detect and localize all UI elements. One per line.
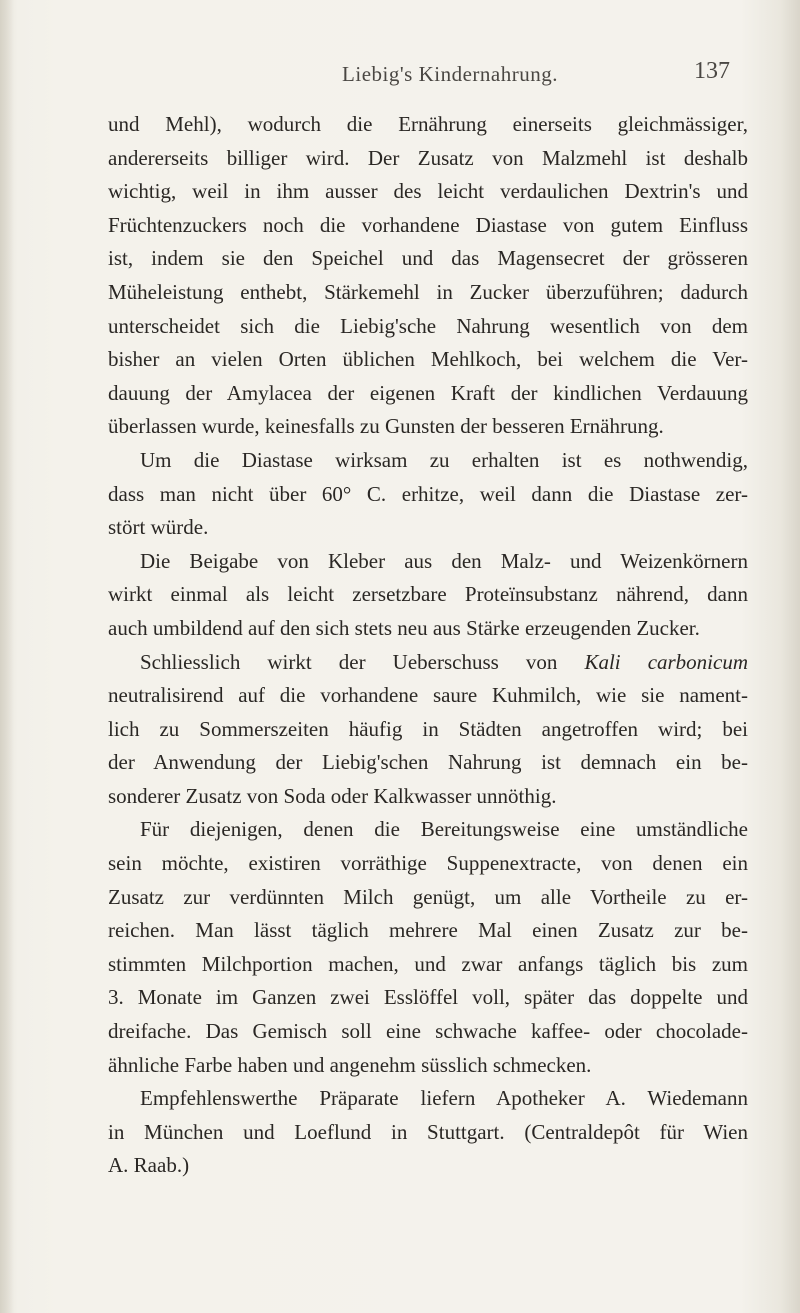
text-line: Um die Diastase wirksam zu erhalten ist es nothwendig, xyxy=(140,447,748,472)
italic-term: Kali carbonicum xyxy=(584,649,749,674)
text-line: Empfehlenswerthe Präparate liefern Apotheker A. Wiedemann xyxy=(140,1086,748,1111)
running-title: Liebig's Kindernahrung. xyxy=(342,62,558,86)
text-line: Für diejenigen, denen die Bereitungsweise eine umständliche xyxy=(140,817,748,842)
text-line: wirkt einmal als leicht zersetzbare Proteïnsubstanz nährend, dann xyxy=(108,582,748,607)
text-line: überlassen wurde, keinesfalls zu Gunsten der besseren Ernährung. xyxy=(108,414,664,439)
text-line: dass man nicht über 60° C. erhitze, weil dann die Diastase zer- xyxy=(108,481,748,506)
text-line: sonderer Zusatz von Soda oder Kalkwasser unnöthig. xyxy=(108,783,557,808)
body-text xyxy=(108,108,748,1183)
text-line: Früchtenzuckers noch die vorhandene Diastase von gutem Einfluss xyxy=(108,212,748,237)
text-line: andererseits billiger wird. Der Zusatz von Malzmehl ist deshalb xyxy=(108,145,748,170)
text-line xyxy=(108,646,748,680)
text-line: auch umbildend auf den sich stets neu aus Stärke erzeugenden Zucker. xyxy=(108,615,700,640)
text-line: lich zu Sommerszeiten häufig in Städten angetroffen wird; bei xyxy=(108,716,748,741)
text-line: unterscheidet sich die Liebig'sche Nahrung wesentlich von dem xyxy=(108,313,748,338)
text-line: in München und Loeflund in Stuttgart. (Centraldepôt für Wien xyxy=(108,1119,748,1144)
text-line: A. Raab.) xyxy=(108,1153,190,1178)
page-number: 137 xyxy=(694,58,730,84)
text-line: und Mehl), wodurch die Ernährung einerseits gleichmässiger, xyxy=(108,112,748,136)
text-line: stört würde. xyxy=(108,515,209,540)
text-line: ist, indem sie den Speichel und das Magensecret der grösseren xyxy=(108,246,748,271)
page-gutter-shadow xyxy=(0,0,14,1313)
text-line: dauung der Amylacea der eigenen Kraft der kindlichen Verdauung xyxy=(108,380,748,405)
text-line: dreifache. Das Gemisch soll eine schwache kaffee- oder chocolade- xyxy=(108,1019,748,1044)
text-line: stimmten Milchportion machen, und zwar anfangs täglich bis zum xyxy=(108,951,748,976)
text-line: ähnliche Farbe haben und angenehm süsslich schmecken. xyxy=(108,1052,592,1077)
text-line: der Anwendung der Liebig'schen Nahrung ist demnach ein be- xyxy=(108,750,748,775)
text-line: sein möchte, existiren vorräthige Suppenextracte, von denen ein xyxy=(108,851,748,876)
text-line: Müheleistung enthebt, Stärkemehl in Zucker überzuführen; dadurch xyxy=(108,279,748,304)
text-line: Zusatz zur verdünnten Milch genügt, um alle Vortheile zu er- xyxy=(108,884,748,909)
text-line: reichen. Man lässt täglich mehrere Mal einen Zusatz zur be- xyxy=(108,918,748,943)
text-line: neutralisirend auf die vorhandene saure Kuhmilch, wie sie nament- xyxy=(108,683,748,708)
text-line: 3. Monate im Ganzen zwei Esslöffel voll, später das doppelte und xyxy=(108,985,748,1010)
text-span: Schliesslich wirkt der Ueberschuss von xyxy=(140,649,558,674)
text-line: Die Beigabe von Kleber aus den Malz- und Weizenkörnern xyxy=(140,548,748,573)
text-line: bisher an vielen Orten üblichen Mehlkoch, bei welchem die Ver- xyxy=(108,347,748,372)
text-line: wichtig, weil in ihm ausser des leicht verdaulichen Dextrin's und xyxy=(108,179,748,204)
